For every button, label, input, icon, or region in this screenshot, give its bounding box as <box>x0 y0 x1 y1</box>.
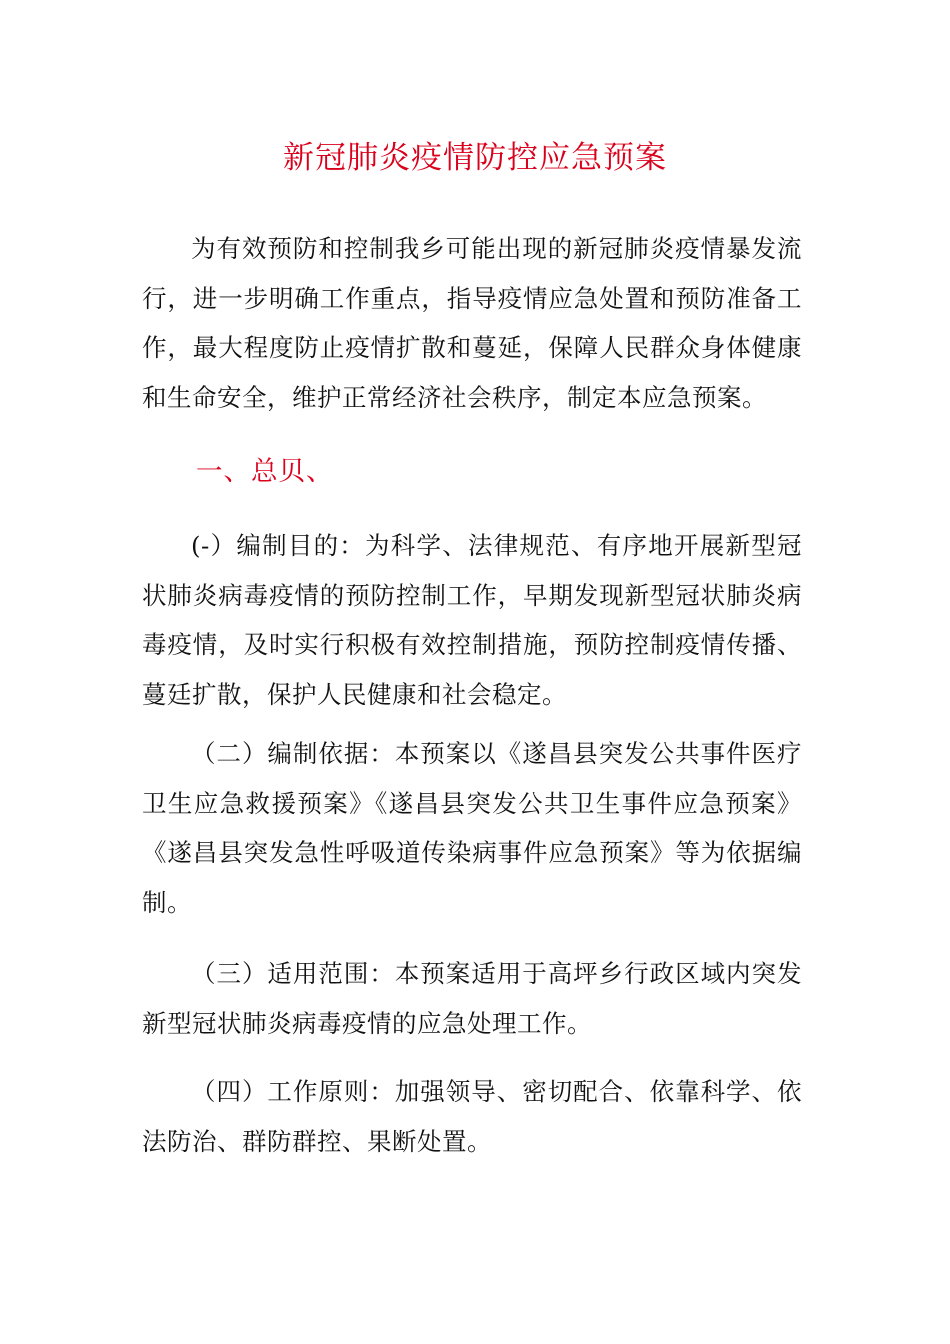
item-purpose: (-）编制目的：为科学、法律规范、有序地开展新型冠状肺炎病毒疫情的预防控制工作，早期发现新型冠状肺炎病毒疫情，及时实行积极有效控制措施，预防控制疫情传播、蔓廷扩散，保护人民健康和社会稳定。 <box>142 531 802 709</box>
section-heading-general: 一、总贝、 <box>196 456 334 487</box>
item-scope: （三）适用范围：本预案适用于高坪乡行政区域内突发新型冠状肺炎病毒疫情的应急处理工作。 <box>142 959 802 1038</box>
document-title: 新冠肺炎疫情防控应急预案 <box>283 140 667 176</box>
item-principles: （四）工作原则：加强领导、密切配合、依靠科学、依法防治、群防群控、果断处置。 <box>142 1077 802 1156</box>
item-basis: （二）编制依据：本预案以《遂昌县突发公共事件医疗卫生应急救援预案》《遂昌县突发公共卫生事件应急预案》《遂昌县突发急性呼吸道传染病事件应急预案》等为依据编制。 <box>142 739 802 917</box>
intro-paragraph: 为有效预防和控制我乡可能出现的新冠肺炎疫情暴发流行，进一步明确工作重点，指导疫情应急处置和预防准备工作，最大程度防止疫情扩散和蔓延，保障人民群众身体健康和生命安全，维护正常经济社会秩序，制定本应急预案。 <box>142 234 802 412</box>
